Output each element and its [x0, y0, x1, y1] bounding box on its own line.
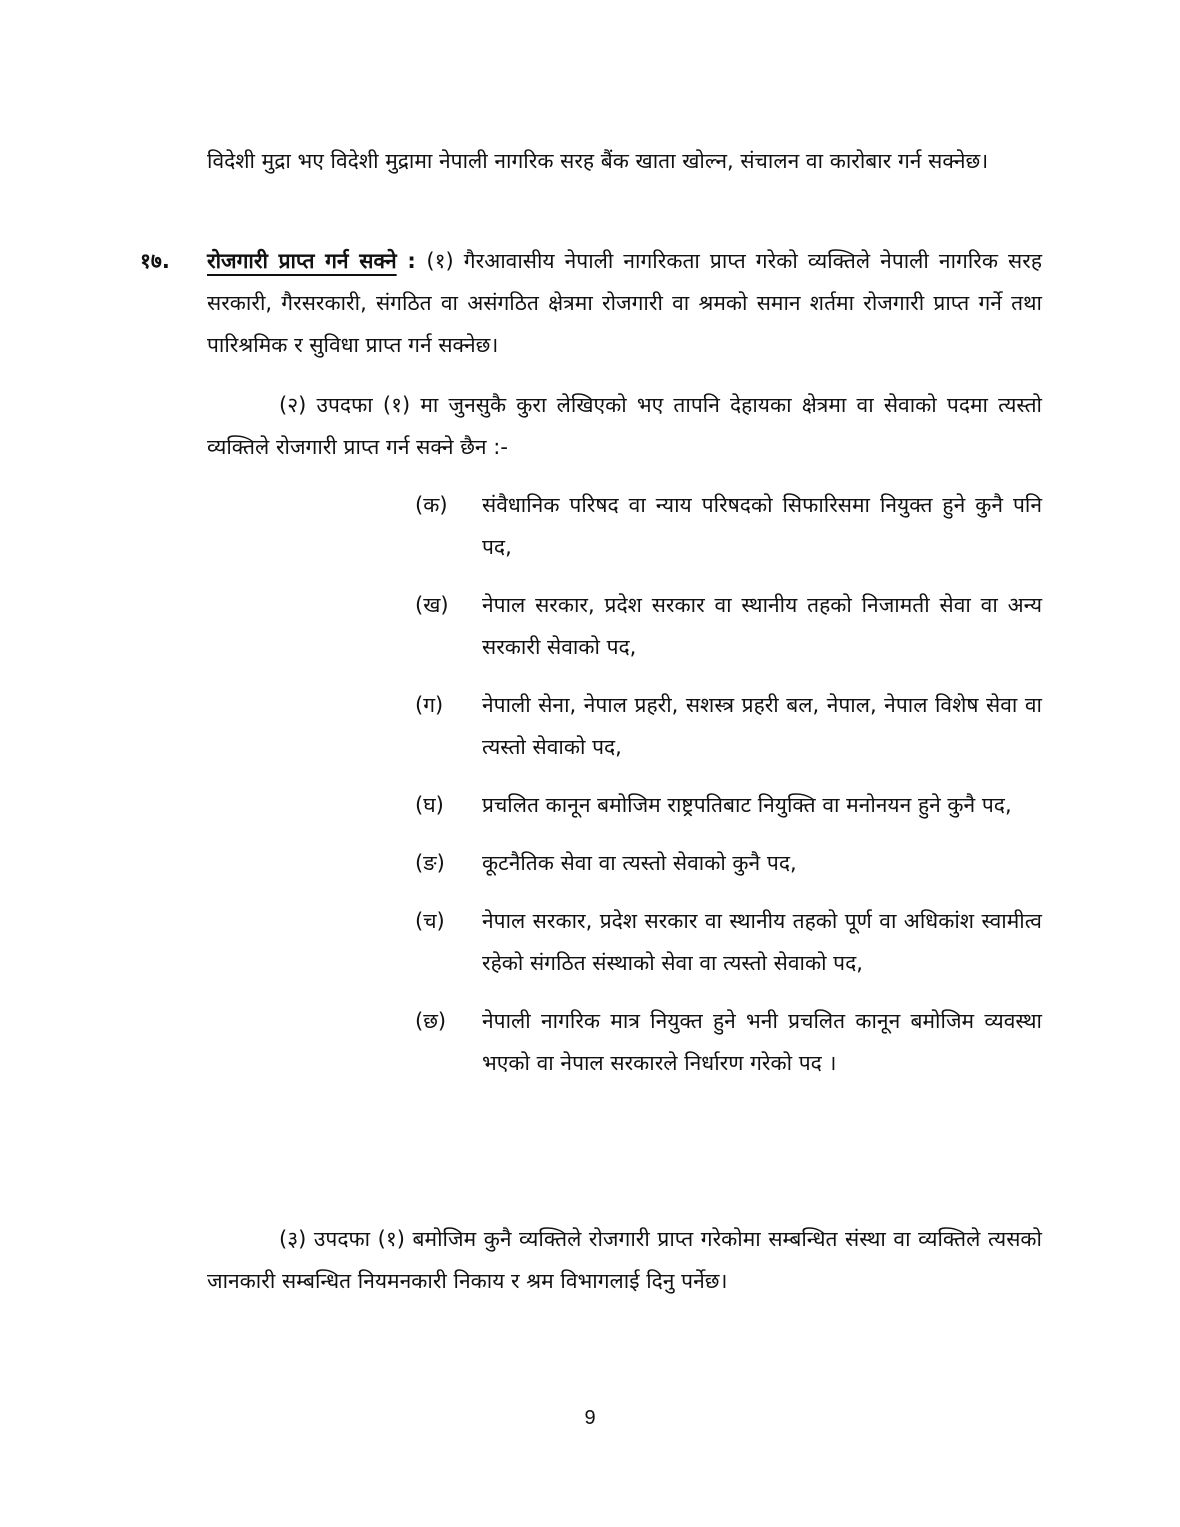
clause-item [415, 1000, 1042, 1084]
clause-text: नेपाल सरकार, प्रदेश सरकार वा स्थानीय तहको निजामती सेवा वा अन्य सरकारी सेवाको पद, [482, 593, 1042, 659]
clause-item [415, 842, 1042, 884]
clause-item [415, 584, 1042, 668]
clause-label: (ख) [415, 593, 449, 617]
clause-label: (ग) [415, 693, 444, 717]
clause-item [415, 684, 1042, 768]
subsection-1-text: (१) गैरआवासीय नेपाली नागरिकता प्राप्त गरेको व्यक्तिले नेपाली नागरिक सरह सरकारी, गैरसरकारी, संगठित वा असंगठित क्षेत्रमा रोजगारी वा श्रमको समान शर्तमा रोजगारी प्राप्त गर्ने तथा पारिश्रमिक र सुविधा प्राप्त गर्न सक्नेछ। [207, 249, 1042, 357]
clause-item [415, 484, 1042, 568]
section-number: १७. [140, 249, 170, 273]
clause-text: नेपाली सेना, नेपाल प्रहरी, सशस्त्र प्रहरी बल, नेपाल, नेपाल विशेष सेवा वा त्यस्तो सेवाको पद, [482, 693, 1042, 759]
clause-text: संवैधानिक परिषद वा न्याय परिषदको सिफारिसमा नियुक्त हुने कुनै पनि पद, [482, 493, 1042, 559]
clause-label: (छ) [415, 1009, 447, 1033]
section-17-subsection-3: (३) उपदफा (१) बमोजिम कुनै व्यक्तिले रोजगारी प्राप्त गरेकोमा सम्बन्धित संस्था वा व्यक्तिले त्यसको जानकारी सम्बन्धित नियमनकारी निकाय र श्रम विभागलाई दिनु पर्नेछ। [207, 1227, 1042, 1293]
section-17-subsection-2: (२) उपदफा (१) मा जुनसुकै कुरा लेखिएको भए तापनि देहायका क्षेत्रमा वा सेवाको पदमा त्यस्तो व्यक्तिले रोजगारी प्राप्त गर्न सक्ने छैन :- [207, 393, 1042, 459]
clause-text: नेपाली नागरिक मात्र नियुक्त हुने भनी प्रचलित कानून बमोजिम व्यवस्था भएको वा नेपाल सरकारले निर्धारण गरेको पद । [482, 1009, 1042, 1075]
clause-item [415, 900, 1042, 984]
section-17-subsection-1 [207, 240, 1042, 366]
clause-label: (घ) [415, 793, 444, 817]
page-number: 9 [584, 1407, 596, 1429]
clause-item [415, 784, 1042, 826]
clause-label: (च) [415, 909, 445, 933]
continuation-paragraph: विदेशी मुद्रा भए विदेशी मुद्रामा नेपाली नागरिक सरह बैंक खाता खोल्न, संचालन वा कारोबार गर्न सक्नेछ। [207, 149, 989, 173]
clause-list [415, 484, 1042, 1100]
clause-text: कूटनैतिक सेवा वा त्यस्तो सेवाको कुनै पद, [482, 851, 797, 875]
section-heading-colon: : [396, 249, 427, 273]
clause-label: (क) [415, 493, 448, 517]
clause-text: प्रचलित कानून बमोजिम राष्ट्रपतिबाट नियुक्ति वा मनोनयन हुने कुनै पद, [482, 793, 1012, 817]
section-heading: रोजगारी प्राप्त गर्न सक्ने [207, 249, 397, 273]
clause-text: नेपाल सरकार, प्रदेश सरकार वा स्थानीय तहको पूर्ण वा अधिकांश स्वामीत्व रहेको संगठित संस्थाको सेवा वा त्यस्तो सेवाको पद, [482, 909, 1042, 975]
clause-label: (ङ) [415, 851, 445, 875]
